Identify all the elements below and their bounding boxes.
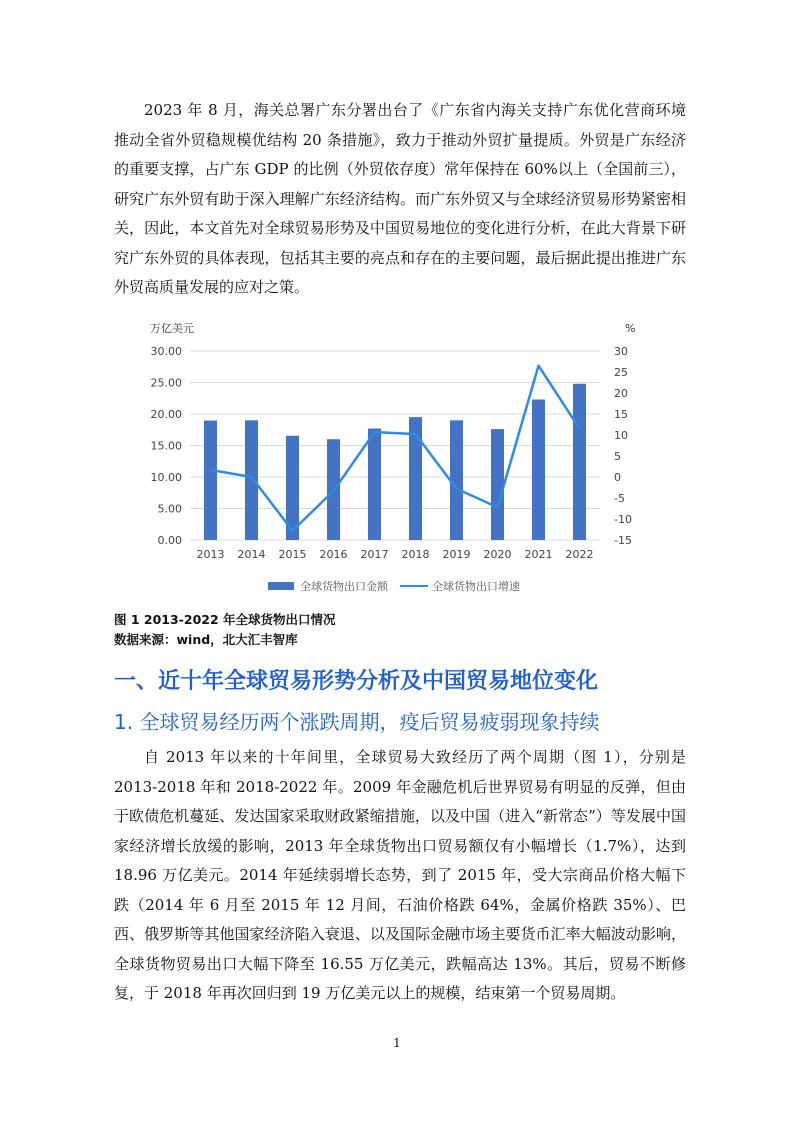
bar-2017 [368, 428, 381, 540]
left-tick-label: 20.00 [150, 408, 182, 421]
x-tick-label: 2022 [565, 548, 594, 561]
left-axis-ticks [151, 345, 183, 547]
left-tick-label: 0.00 [157, 534, 182, 547]
x-tick-label: 2016 [319, 548, 348, 561]
x-tick-label: 2020 [483, 548, 512, 561]
section-heading: 一、近十年全球贸易形势分析及中国贸易地位变化 [114, 669, 599, 694]
line-series [211, 366, 580, 531]
right-tick-label: 25 [614, 366, 628, 379]
bar-2013 [204, 421, 217, 540]
x-tick-label: 2017 [360, 548, 389, 561]
left-tick-label: 25.00 [150, 376, 182, 390]
right-tick-label: 20 [614, 387, 628, 400]
left-tick-label: 15.00 [150, 439, 182, 453]
right-tick-label: 15 [614, 408, 628, 421]
right-axis-label: % [625, 322, 636, 335]
right-tick-label: 0 [614, 471, 621, 484]
right-tick-label: -15 [614, 534, 632, 547]
intro-paragraph: 2023 年 8 月，海关总署广东分署出台了《广东省内海关支持广东优化营商环境 推动全省外贸稳规模优结构 20 条措施》，致力于推动外贸扩量提质。外贸是广东经济的重要支撑，占广东 GDP 的比例（外贸依存度）常年保持在 60%以上（全国前三），研究广东外贸有助于深入理解广东经济结构。而广东外贸又与全球经济贸易形势紧密相关，因此，本文首先对全球贸易形势及中国贸易地位的变化进行分析，在此大背景下研究广东外贸的具体表现，包括其主要的亮点和存在的主要问题，最后据此提出推进广东外贸高质量发展的应对之策。 [114, 101, 686, 296]
left-tick-label: 5.00 [157, 502, 182, 516]
x-tick-label: 2015 [278, 548, 307, 561]
x-tick-label: 2013 [196, 548, 225, 561]
bar-2021 [532, 400, 545, 540]
bar-2022 [573, 384, 586, 540]
legend-bar-label: 全球货物出口金额 [300, 580, 388, 593]
right-axis-ticks [614, 345, 632, 547]
x-tick-label: 2018 [401, 548, 430, 561]
chart-legend [268, 579, 520, 593]
x-tick-label: 2014 [237, 548, 266, 561]
growth-rate-line [211, 366, 580, 531]
bar-2019 [450, 420, 463, 540]
x-tick-label: 2021 [524, 548, 553, 561]
page-number: 1 [393, 1036, 401, 1050]
global-exports-chart [140, 318, 660, 598]
right-tick-label: 10 [614, 429, 628, 442]
x-axis-ticks [197, 548, 594, 561]
right-tick-label: -10 [614, 513, 632, 526]
right-tick-label: 5 [614, 450, 621, 463]
right-tick-label: -5 [614, 492, 625, 505]
bar-2014 [245, 420, 258, 540]
left-tick-label: 10.00 [150, 471, 182, 484]
legend-bar-swatch [268, 582, 294, 590]
bar-2020 [491, 429, 504, 540]
figure-source: 数据来源：wind，北大汇丰智库 [114, 632, 298, 647]
right-tick-label: 30 [614, 345, 628, 358]
legend-line-label: 全球货物出口增速 [432, 580, 520, 593]
left-tick-label: 30.00 [150, 345, 182, 358]
left-axis-label: 万亿美元 [150, 322, 194, 335]
bar-series [204, 384, 586, 540]
x-tick-label: 2019 [442, 548, 471, 561]
body-paragraph: 自 2013 年以来的十年间里，全球贸易大致经历了两个周期（图 1），分别是 2013-2018 年和 2018-2022 年。2009 年金融危机后世界贸易有明显的反弹，但由于欧债危机蔓延、发达国家采取财政紧缩措施，以及中国（进入“新常态”）等发展中国家经济增长放缓的影响，2013 年全球货物出口贸易额仅有小幅增长（1.7%），达到 18.96 万亿美元。2014 年延续弱增长态势，到了 2015 年，受大宗商品价格大幅下跌（2014 年 6 月至 2015 年 12 月间，石油价格跌 64%，金属价格跌 35%）、巴西、俄罗斯等其他国家经济陷入衰退、以及国际金融市场主要货币汇率大幅波动影响，全球货物贸易出口大幅下降至 16.55 万亿美元，跌幅高达 13%。其后，贸易不断修复，于 2018 年再次回归到 19 万亿美元以上的规模，结束第一个贸易周期。 [114, 748, 686, 1002]
figure-caption: 图 1 2013-2022 年全球货物出口情况 [114, 612, 336, 627]
subsection-heading: 1. 全球贸易经历两个涨跌周期，疫后贸易疲弱现象持续 [114, 710, 600, 734]
